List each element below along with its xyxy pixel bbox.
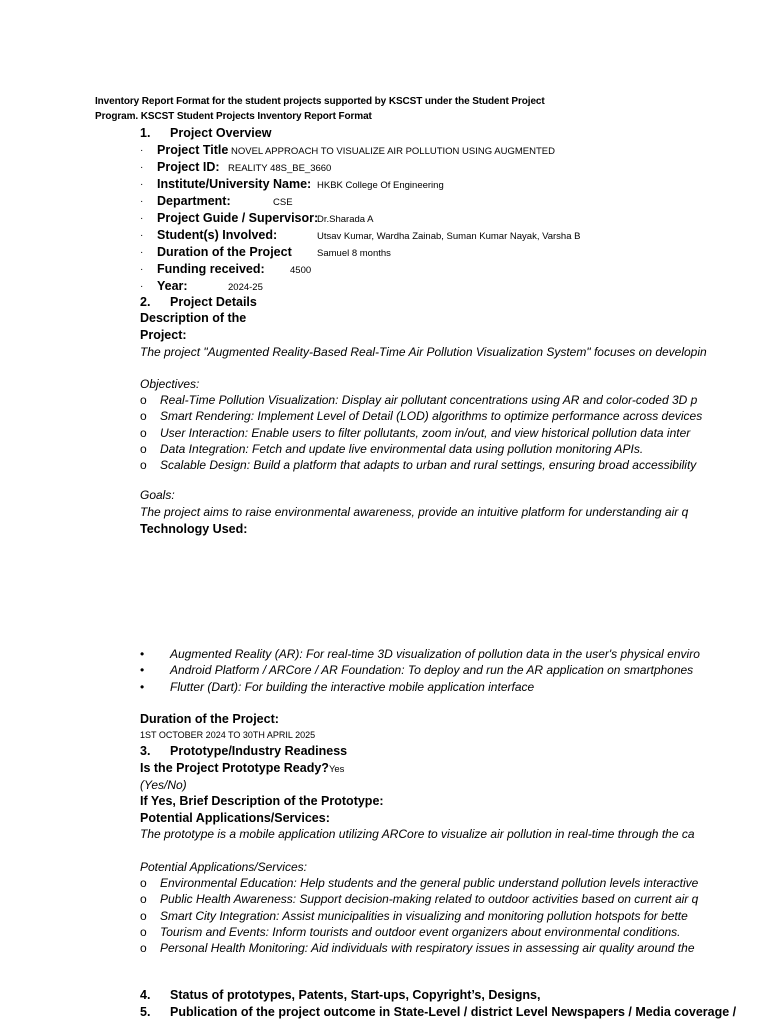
duration-label: Duration of the Project: — [140, 712, 279, 726]
list-marker: o — [140, 409, 147, 424]
section-4-number: 4. — [140, 988, 151, 1002]
prototype-description-label: If Yes, Brief Description of the Prototype: — [140, 794, 384, 808]
field-bullet: · — [140, 179, 144, 190]
list-item — [140, 680, 720, 694]
field-label: Project Title — [157, 143, 229, 157]
field-label: Student(s) Involved: — [157, 228, 278, 242]
list-item-text: Smart City Integration: Assist municipalities in visualizing and monitoring pollution hotspots for bette — [160, 908, 688, 923]
list-item — [140, 892, 720, 906]
field-bullet: · — [140, 247, 144, 258]
list-item — [140, 941, 720, 955]
field-value: 2024-25 — [228, 282, 263, 293]
section-1-heading — [140, 126, 271, 140]
field-label: Project Guide / Supervisor: — [157, 211, 319, 225]
list-item-text: Public Health Awareness: Support decision-making related to outdoor activities based on current air q — [160, 892, 699, 907]
section-2-title: Project Details — [170, 295, 257, 309]
list-item-text: Flutter (Dart): For building the interactive mobile application interface — [170, 679, 535, 694]
list-item-text: User Interaction: Enable users to filter pollutants, zoom in/out, and view historical pollution data inter — [160, 425, 691, 440]
prototype-ready-row — [140, 761, 344, 775]
section-3-title: Prototype/Industry Readiness — [170, 744, 348, 758]
list-marker: • — [140, 679, 145, 694]
list-item — [140, 458, 720, 472]
report-header-line-1: Inventory Report Format for the student projects supported by KSCST under the Student Project — [95, 96, 545, 107]
list-item-text: Smart Rendering: Implement Level of Detail (LOD) algorithms to optimize performance across devices — [160, 409, 703, 424]
section-4-title: Status of prototypes, Patents, Start-ups, Copyright’s, Designs, — [170, 988, 541, 1002]
list-marker: o — [140, 393, 147, 407]
objectives-label: Objectives: — [140, 377, 200, 391]
list-item — [140, 663, 720, 677]
field-value: NOVEL APPROACH TO VISUALIZE AIR POLLUTION USING AUGMENTED — [231, 146, 555, 157]
list-item-text: Android Platform / ARCore / AR Foundation: To deploy and run the AR application on smartphones — [170, 663, 694, 678]
field-label: Project ID: — [157, 160, 220, 174]
goals-label: Goals: — [140, 488, 175, 502]
list-item — [140, 393, 720, 407]
report-header-line-2: Program. KSCST Student Projects Inventory Report Format — [95, 111, 372, 122]
prototype-text: The prototype is a mobile application utilizing ARCore to visualize air pollution in real-time through the ca — [140, 827, 695, 841]
list-marker: o — [140, 908, 147, 923]
list-item — [140, 409, 720, 423]
list-item-text: Augmented Reality (AR): For real-time 3D visualization of pollution data in the user's physical enviro — [170, 647, 700, 661]
field-label: Department: — [157, 194, 231, 208]
list-marker: o — [140, 892, 147, 907]
list-marker: • — [140, 647, 145, 661]
section-5-number: 5. — [140, 1005, 151, 1019]
list-marker: o — [140, 441, 147, 456]
field-value: REALITY 48S_BE_3660 — [228, 163, 332, 174]
field-label: Institute/University Name: — [157, 177, 312, 191]
field-value: 4500 — [290, 265, 312, 276]
field-value: Samuel 8 months — [317, 248, 391, 259]
field-label: Duration of the Project — [157, 245, 292, 259]
section-2-number: 2. — [140, 295, 151, 309]
list-marker: o — [140, 876, 147, 890]
potential-applications-label: Potential Applications/Services: — [140, 811, 330, 825]
potential-applications-italic-label: Potential Applications/Services: — [140, 860, 307, 874]
section-5-title: Publication of the project outcome in State-Level / district Level Newspapers / Media coverage / — [170, 1005, 737, 1019]
description-label-line-1: Description of the — [140, 311, 247, 325]
field-bullet: · — [140, 230, 144, 241]
list-item-text: Environmental Education: Help students and the general public understand pollution levels interactive — [160, 876, 699, 890]
list-item — [140, 909, 720, 923]
field-value: HKBK College Of Engineering — [317, 180, 444, 191]
section-4-heading — [140, 988, 540, 1002]
field-label: Year: — [157, 279, 188, 293]
list-item-text: Tourism and Events: Inform tourists and outdoor event organizers about environmental conditions. — [160, 924, 681, 939]
list-marker: o — [140, 425, 147, 440]
section-1-number: 1. — [140, 126, 151, 140]
section-5-heading — [140, 1005, 736, 1019]
field-bullet: · — [140, 145, 144, 156]
list-item — [140, 426, 720, 440]
yes-no-hint: (Yes/No) — [140, 778, 187, 792]
prototype-ready-value: Yes — [328, 764, 345, 775]
list-marker: • — [140, 663, 145, 678]
list-item — [140, 876, 720, 890]
list-item — [140, 925, 720, 939]
section-3-number: 3. — [140, 744, 151, 758]
technology-label: Technology Used: — [140, 522, 248, 536]
field-label: Funding received: — [157, 262, 265, 276]
field-bullet: · — [140, 264, 144, 275]
prototype-ready-label: Is the Project Prototype Ready? — [140, 761, 329, 775]
list-item-text: Real-Time Pollution Visualization: Display air pollutant concentrations using AR and color-coded 3D p — [160, 393, 698, 407]
field-bullet: · — [140, 281, 144, 292]
list-item-text: Personal Health Monitoring: Aid individuals with respiratory issues in assessing air quality around the — [160, 941, 695, 956]
list-item — [140, 442, 720, 456]
list-item-text: Data Integration: Fetch and update live environmental data using pollution monitoring APIs. — [160, 441, 644, 456]
list-marker: o — [140, 941, 147, 956]
section-1-title: Project Overview — [170, 126, 272, 140]
field-value: CSE — [273, 197, 293, 208]
list-marker: o — [140, 458, 147, 473]
list-item — [140, 647, 720, 661]
duration-value: 1ST OCTOBER 2024 TO 30TH APRIL 2025 — [140, 730, 316, 740]
description-label-line-2: Project: — [140, 328, 187, 342]
field-bullet: · — [140, 196, 144, 207]
field-bullet: · — [140, 162, 144, 173]
list-marker: o — [140, 924, 147, 939]
field-value: Dr.Sharada A — [317, 214, 374, 225]
field-value: Utsav Kumar, Wardha Zainab, Suman Kumar Nayak, Varsha B — [317, 231, 581, 242]
list-item-text: Scalable Design: Build a platform that adapts to urban and rural settings, ensuring broad accessibility — [160, 458, 697, 473]
goals-text: The project aims to raise environmental awareness, provide an intuitive platform for understanding air q — [140, 505, 689, 519]
section-2-heading — [140, 295, 257, 309]
field-bullet: · — [140, 213, 144, 224]
description-text: The project "Augmented Reality-Based Real-Time Air Pollution Visualization System" focuses on developin — [140, 345, 707, 359]
section-3-heading — [140, 744, 347, 758]
